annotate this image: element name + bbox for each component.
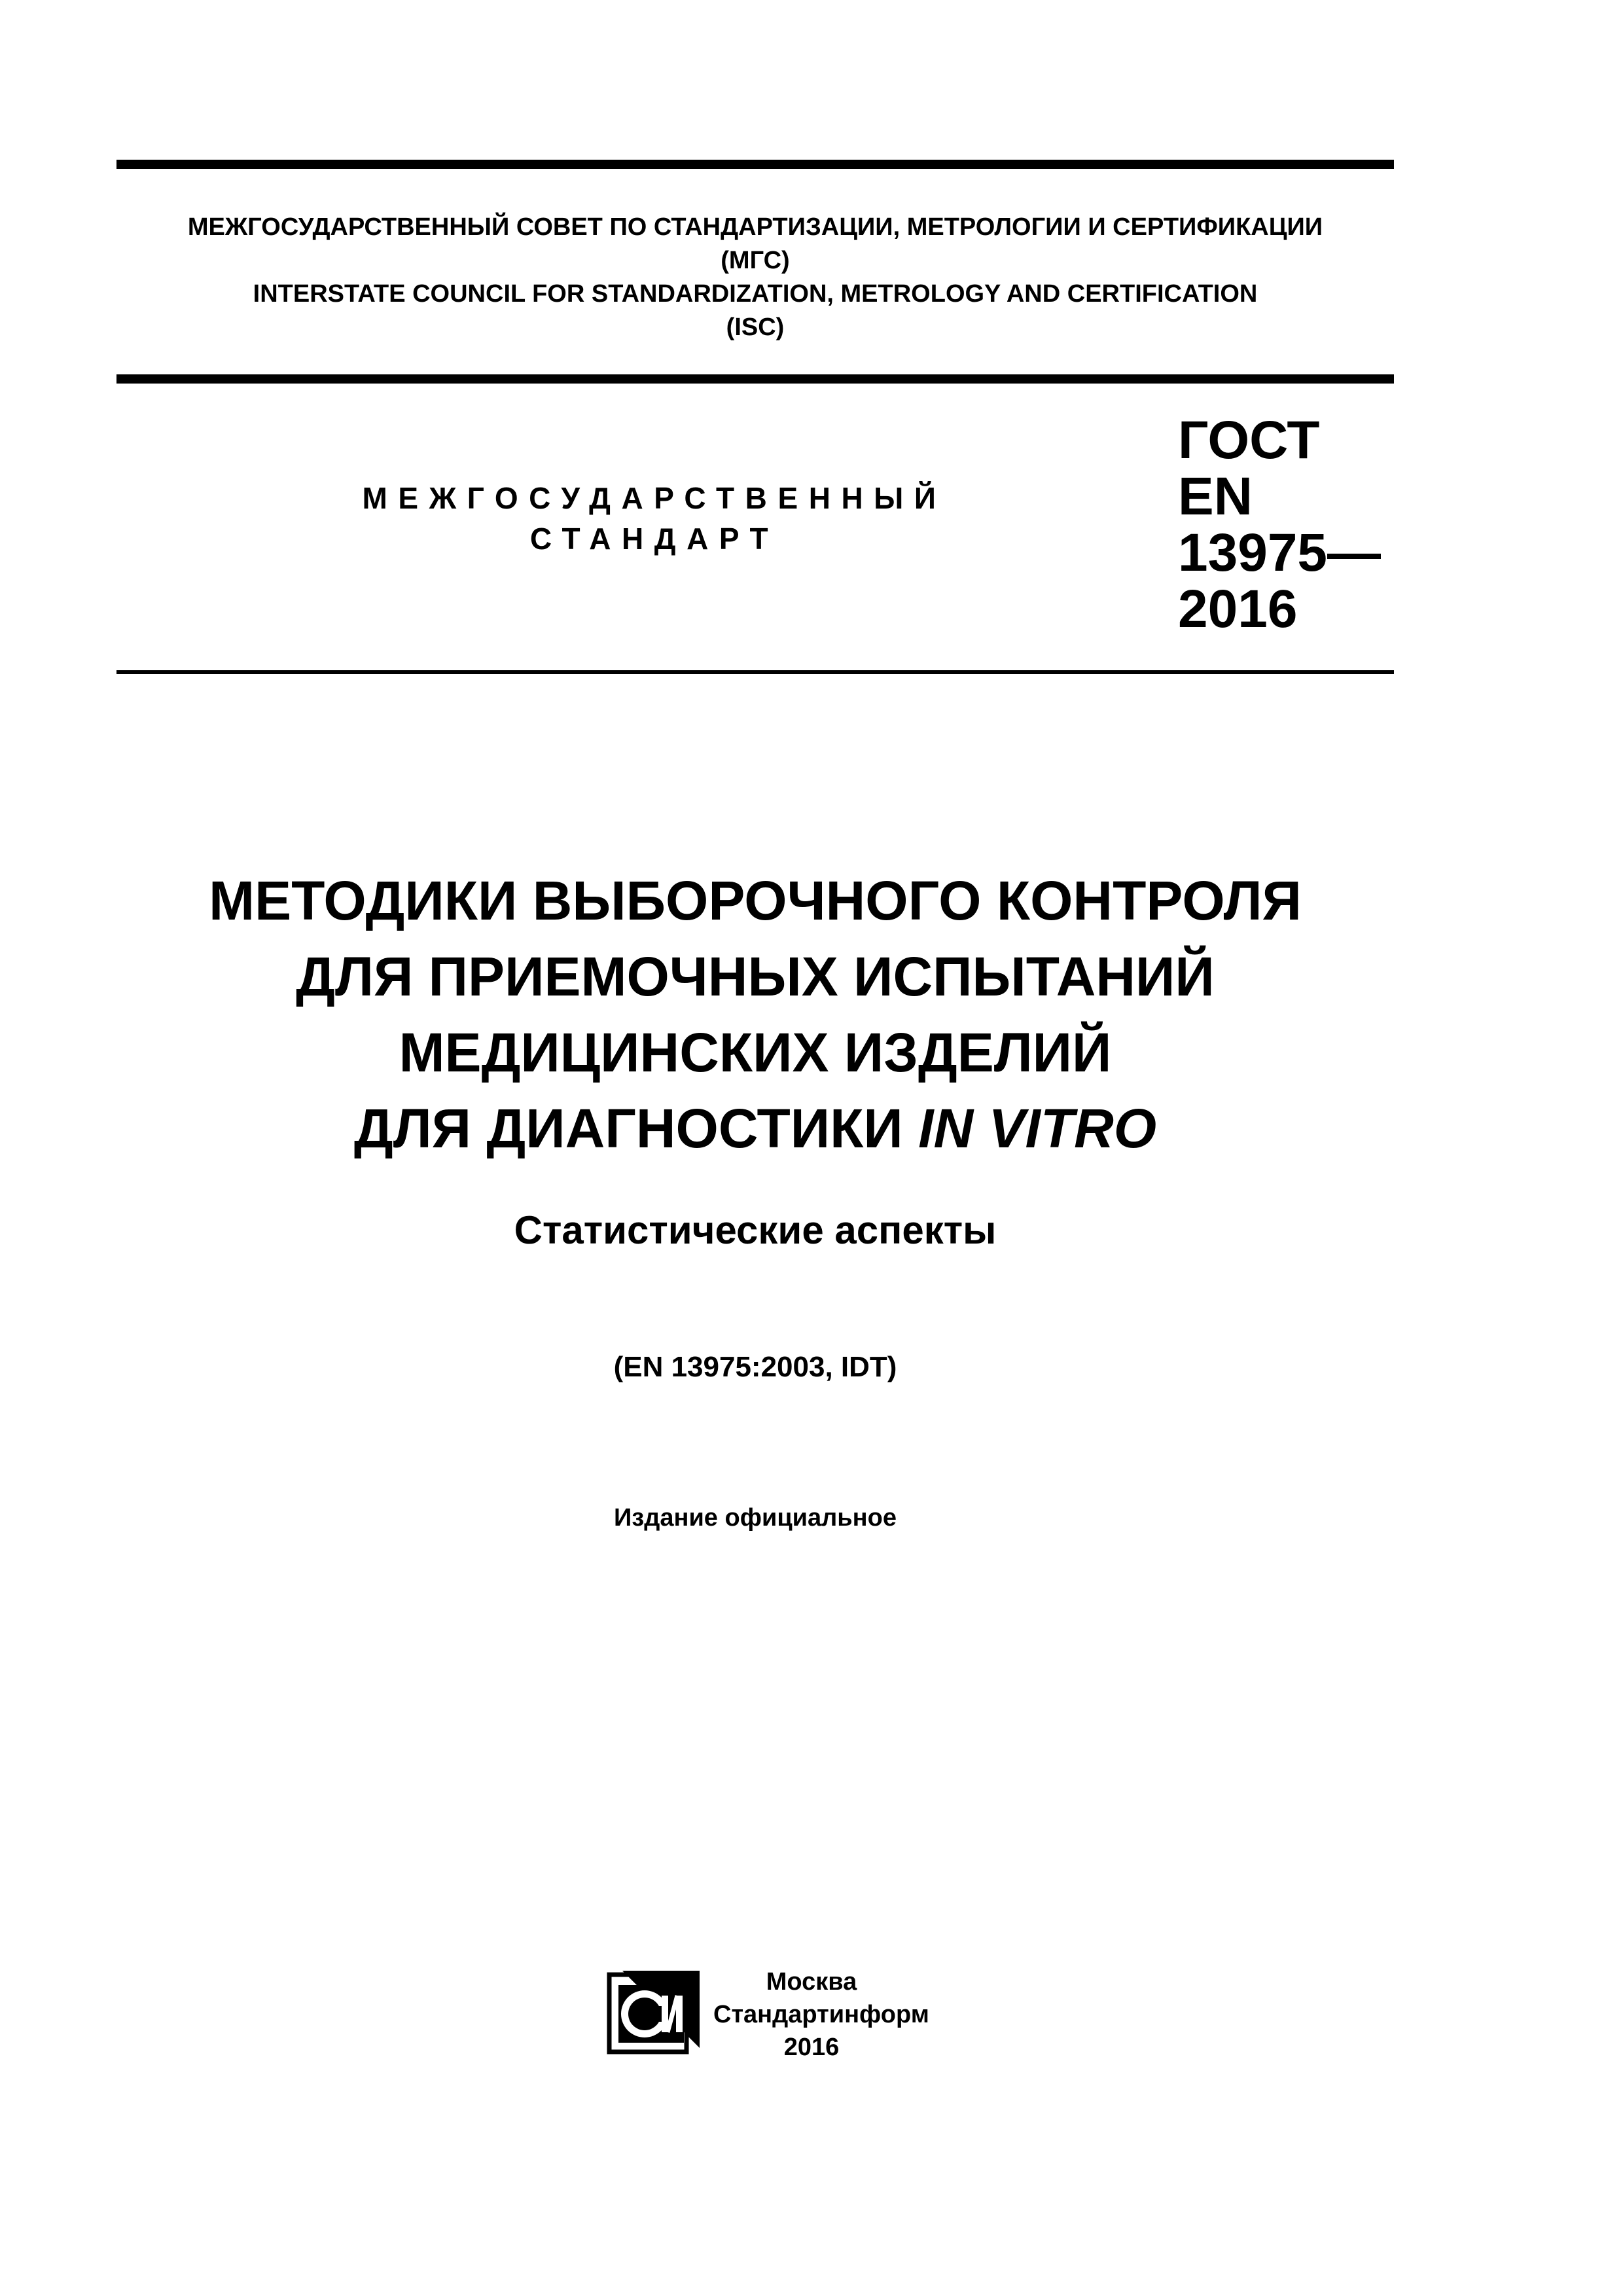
title-line-1: МЕТОДИКИ ВЫБОРОЧНОГО КОНТРОЛЯ bbox=[209, 870, 1302, 931]
standartinform-logo-icon bbox=[605, 1967, 702, 2065]
standard-type-line-1: МЕЖГОСУДАРСТВЕННЫЙ bbox=[362, 481, 947, 515]
standard-designation bbox=[1178, 412, 1381, 637]
designation-line-4: 2016 bbox=[1178, 579, 1298, 639]
designation-line-2: EN bbox=[1178, 467, 1253, 526]
designation-line-3: 13975— bbox=[1178, 523, 1382, 583]
document-title bbox=[116, 863, 1394, 1166]
designation-rule bbox=[116, 670, 1394, 674]
title-line-4-italic: IN VITRO bbox=[918, 1098, 1157, 1159]
title-line-3: МЕДИЦИНСКИХ ИЗДЕЛИЙ bbox=[399, 1022, 1112, 1083]
title-line-2: ДЛЯ ПРИЕМОЧНЫХ ИСПЫТАНИЙ bbox=[296, 946, 1215, 1007]
publisher-year: 2016 bbox=[783, 2034, 840, 2061]
council-abbr-ru: (МГС) bbox=[721, 247, 790, 274]
council-abbr-en: (ISC) bbox=[726, 314, 785, 341]
edition-note: Издание официальное bbox=[614, 1504, 897, 1532]
publisher-name: Стандартинформ bbox=[713, 2001, 929, 2028]
title-line-4 bbox=[116, 1090, 1394, 1166]
standard-type-line-2: СТАНДАРТ bbox=[529, 522, 779, 556]
designation-line-1: ГОСТ bbox=[1178, 410, 1320, 470]
council-name-en: INTERSTATE COUNCIL FOR STANDARDIZATION, METROLOGY AND CERTIFICATION bbox=[253, 280, 1258, 308]
top-rule bbox=[116, 160, 1394, 169]
document-subtitle: Статистические аспекты bbox=[514, 1208, 997, 1252]
standard-type-label bbox=[308, 478, 1001, 559]
title-line-4-prefix: ДЛЯ ДИАГНОСТИКИ bbox=[353, 1098, 919, 1159]
council-header bbox=[116, 211, 1394, 344]
publisher-city: Москва bbox=[766, 1968, 857, 1996]
identity-reference: (EN 13975:2003, IDT) bbox=[613, 1351, 897, 1383]
council-name-ru: МЕЖГОСУДАРСТВЕННЫЙ СОВЕТ ПО СТАНДАРТИЗАЦИИ, МЕТРОЛОГИИ И СЕРТИФИКАЦИИ bbox=[187, 213, 1323, 241]
publisher-block bbox=[713, 1965, 929, 2064]
header-rule bbox=[116, 374, 1394, 384]
